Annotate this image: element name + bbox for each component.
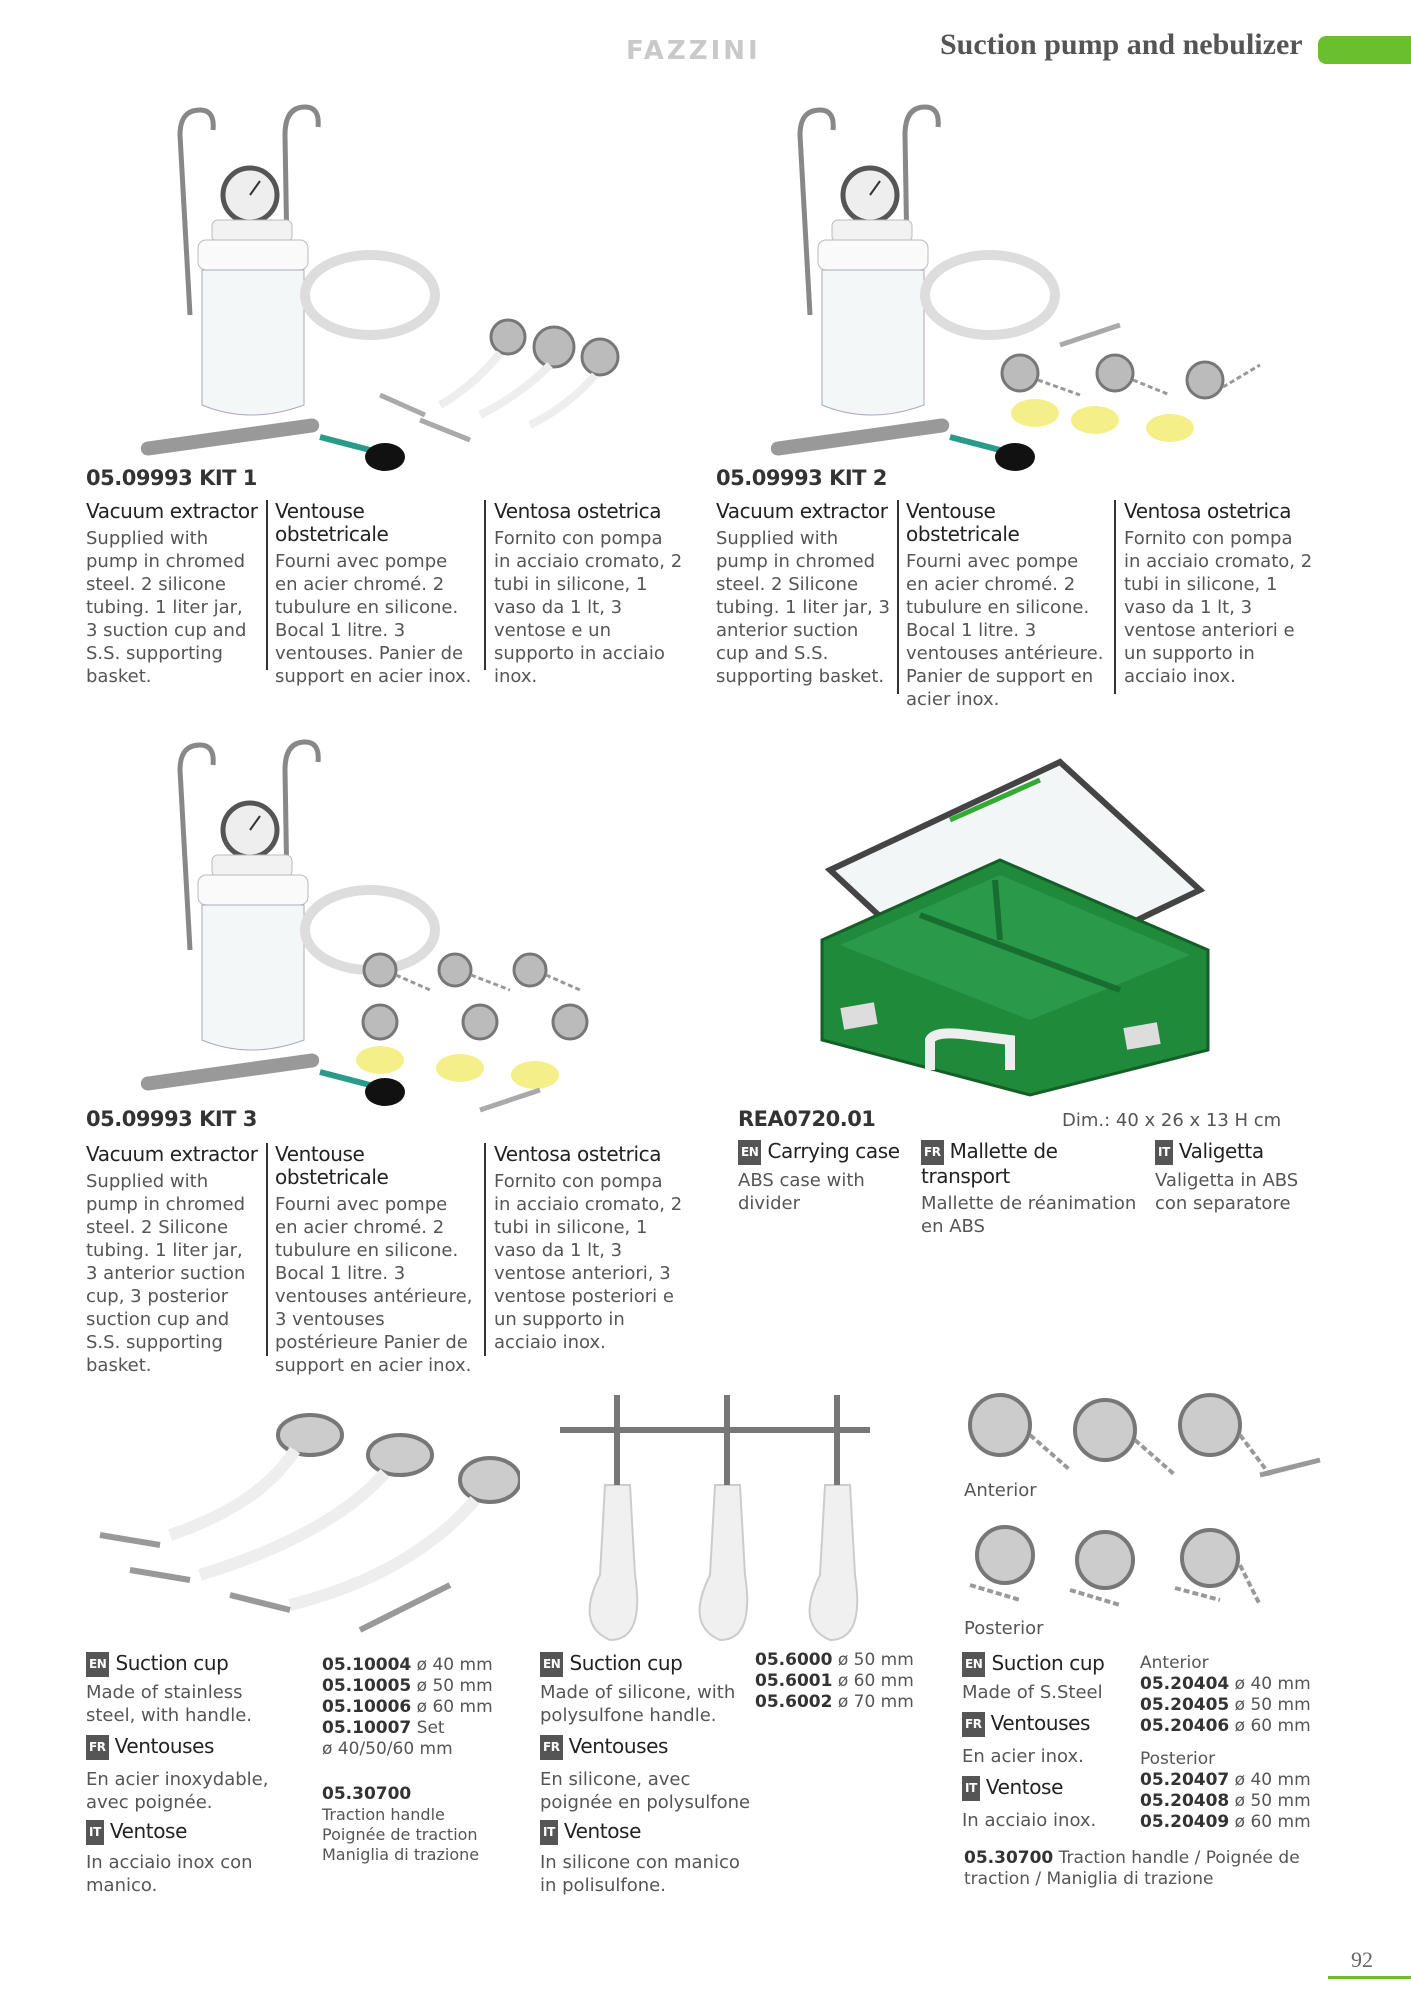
- silicone-en-tag: EN: [540, 1652, 563, 1677]
- code-row: 05.6002 ø 70 mm: [755, 1692, 914, 1712]
- page-number-underline: [1328, 1976, 1411, 1979]
- kit2-code: 05.09993 KIT 2: [716, 466, 887, 490]
- kit3-it-title: Ventosa ostetrica: [494, 1142, 662, 1166]
- kit2-it-text: Fornito con pompa in acciaio cromato, 2 tubi in silicone, 1 vaso da 1 lt, 3 ventose anteriori e un supporto in acciaio inox.: [1124, 528, 1313, 687]
- traction-handle-note: [964, 1848, 1304, 1890]
- case-dimensions: Dim.: 40 x 26 x 13 H cm: [1062, 1110, 1282, 1131]
- case-en-title: Carrying case: [767, 1139, 900, 1163]
- case-it-tag: IT: [1155, 1140, 1173, 1165]
- kit1-en: [86, 500, 258, 688]
- silicone-fr-text: En silicone, avec poignée en polysulfone: [540, 1769, 751, 1813]
- kit1-fr-text: Fourni avec pompe en acier chromé. 2 tubulure en silicone. Bocal 1 litre. 3 ventouses. Panier de support en acier inox.: [275, 551, 472, 687]
- kit2-fr-text: Fourni avec pompe en acier chromé. 2 tubulure en silicone. Bocal 1 litre. 3 ventouses antérieure. Panier de support en acier inox.: [906, 551, 1104, 710]
- kit1-fr: [275, 500, 475, 688]
- divider: [1114, 500, 1116, 694]
- kit3-fr-text: Fourni avec pompe en acier chromé. 2 tubulure en silicone. Bocal 1 litre. 3 ventouses antérieure, 3 ventouses postérieure Panier de support en acier inox.: [275, 1194, 473, 1376]
- brand-name: FAZZINI: [626, 36, 761, 66]
- code-row: 05.10006 ø 60 mm: [322, 1697, 493, 1717]
- steel2-it-text: In acciaio inox.: [962, 1810, 1097, 1831]
- handle-line: Traction handle: [322, 1805, 445, 1824]
- case-image: [800, 750, 1230, 1110]
- kit2-en: [716, 500, 892, 688]
- kit2-image: [760, 95, 1320, 485]
- code-row: 05.20407 ø 40 mm: [1140, 1770, 1311, 1790]
- set-sizes: ø 40/50/60 mm: [322, 1739, 453, 1759]
- page-number: 92: [1351, 1947, 1373, 1972]
- steel2-en-title: Suction cup: [991, 1651, 1105, 1675]
- section-title: Suction pump and nebulizer: [940, 28, 1303, 61]
- kit3-fr-title: Ventouse obstetricale: [275, 1142, 389, 1189]
- steel2-it-tag: IT: [962, 1776, 980, 1801]
- steel-it-tag: IT: [86, 1820, 104, 1845]
- kit3-en-title: Vacuum extractor: [86, 1142, 258, 1166]
- case-code: REA0720.01: [738, 1107, 876, 1131]
- code-row: 05.20406 ø 60 mm: [1140, 1716, 1311, 1736]
- steel-cup2-codes: [1140, 1653, 1320, 1833]
- steel-fr-title: Ventouses: [114, 1734, 215, 1758]
- case-en-tag: EN: [738, 1140, 761, 1165]
- kit2-fr-title: Ventouse obstetricale: [906, 499, 1020, 546]
- case-it-title: Valigetta: [1178, 1139, 1264, 1163]
- kit3-en-text: Supplied with pump in chromed steel. 2 Silicone tubing. 1 liter jar, 3 anterior suction cup, 3 posterior suction cup and S.S. supporting basket.: [86, 1171, 246, 1376]
- steel-en-title: Suction cup: [115, 1651, 229, 1675]
- kit3-fr: [275, 1143, 475, 1377]
- steel-it-text: In acciaio inox con manico.: [86, 1852, 253, 1896]
- steel-cup-image: [90, 1395, 520, 1645]
- silicone-en-title: Suction cup: [569, 1651, 683, 1675]
- kit3-code: 05.09993 KIT 3: [86, 1107, 257, 1131]
- posterior-label: Posterior: [964, 1618, 1044, 1639]
- divider: [266, 500, 268, 670]
- case-en: [738, 1140, 910, 1215]
- divider: [484, 1143, 486, 1356]
- anterior-head: Anterior: [1140, 1653, 1209, 1673]
- code-row: 05.10004 ø 40 mm: [322, 1655, 493, 1675]
- steel2-fr-title: Ventouses: [990, 1711, 1091, 1735]
- case-fr: [921, 1140, 1149, 1238]
- steel-fr-tag: FR: [86, 1735, 109, 1760]
- steel-it-title: Ventose: [109, 1819, 187, 1843]
- silicone-fr-tag: FR: [540, 1735, 563, 1760]
- steel2-en-text: Made of S.Steel: [962, 1682, 1103, 1703]
- kit1-en-text: Supplied with pump in chromed steel. 2 silicone tubing. 1 liter jar, 3 suction cup and S.S. supporting basket.: [86, 528, 247, 687]
- section-tab-marker: [1318, 36, 1411, 64]
- steel-fr-text: En acier inoxydable, avec poignée.: [86, 1769, 269, 1813]
- silicone-it-title: Ventose: [563, 1819, 641, 1843]
- silicone-fr-title: Ventouses: [568, 1734, 669, 1758]
- kit1-it-text: Fornito con pompa in acciaio cromato, 2 tubi in silicone, 1 vaso da 1 lt, 3 ventose e un supporto in acciaio inox.: [494, 528, 683, 687]
- handle-text: Traction handle / Poignée de traction / Maniglia di trazione: [964, 1848, 1300, 1889]
- handle-code: 05.30700: [964, 1848, 1054, 1868]
- code-row: 05.10005 ø 50 mm: [322, 1676, 493, 1696]
- steel-en-text: Made of stainless steel, with handle.: [86, 1682, 253, 1726]
- steel2-fr-tag: FR: [962, 1712, 985, 1737]
- silicone-cup-text: [540, 1652, 755, 1897]
- posterior-cups-image: [960, 1520, 1280, 1620]
- case-it: [1155, 1140, 1315, 1215]
- anterior-label: Anterior: [964, 1480, 1037, 1501]
- silicone-cup-image: [550, 1395, 880, 1645]
- handle-line: Poignée de traction: [322, 1825, 478, 1844]
- steel-cup-codes: [322, 1655, 502, 1865]
- kit1-it-title: Ventosa ostetrica: [494, 499, 662, 523]
- case-en-text: ABS case with divider: [738, 1170, 865, 1214]
- kit1-code: 05.09993 KIT 1: [86, 466, 257, 490]
- divider: [897, 500, 899, 694]
- steel2-fr-text: En acier inox.: [962, 1746, 1084, 1767]
- kit2-it: [1124, 500, 1314, 688]
- kit2-fr: [906, 500, 1106, 711]
- case-it-text: Valigetta in ABS con separatore: [1155, 1170, 1299, 1214]
- kit1-it: [494, 500, 684, 688]
- kit3-image: [80, 730, 640, 1120]
- kit2-en-title: Vacuum extractor: [716, 499, 888, 523]
- silicone-it-tag: IT: [540, 1820, 558, 1845]
- case-fr-title: Mallette de transport: [921, 1139, 1058, 1188]
- case-fr-text: Mallette de réanimation en ABS: [921, 1193, 1137, 1237]
- kit3-it: [494, 1143, 684, 1354]
- kit2-it-title: Ventosa ostetrica: [1124, 499, 1292, 523]
- kit2-en-text: Supplied with pump in chromed steel. 2 Silicone tubing. 1 liter jar, 3 anterior suction cup and S.S. supporting basket.: [716, 528, 890, 687]
- kit1-fr-title: Ventouse obstetricale: [275, 499, 389, 546]
- code-row: 05.10007 Set: [322, 1718, 445, 1738]
- steel-cup-text: [86, 1652, 296, 1897]
- silicone-cup-codes: [755, 1650, 925, 1713]
- handle-line: Maniglia di trazione: [322, 1845, 480, 1864]
- steel2-en-tag: EN: [962, 1652, 985, 1677]
- divider: [484, 500, 486, 670]
- kit1-image: [80, 95, 620, 485]
- code-row: 05.20405 ø 50 mm: [1140, 1695, 1311, 1715]
- steel2-it-title: Ventose: [985, 1775, 1063, 1799]
- code-row: 05.6000 ø 50 mm: [755, 1650, 914, 1670]
- code-row: 05.20409 ø 60 mm: [1140, 1812, 1311, 1832]
- kit3-it-text: Fornito con pompa in acciaio cromato, 2 tubi in silicone, 1 vaso da 1 lt, 3 ventose anteriori, 3 ventose posteriori e un supporto in acciaio inox.: [494, 1171, 683, 1353]
- steel-cup2-text: [962, 1652, 1132, 1832]
- code-row: 05.20404 ø 40 mm: [1140, 1674, 1311, 1694]
- silicone-it-text: In silicone con manico in polisulfone.: [540, 1852, 740, 1896]
- code-row: 05.20408 ø 50 mm: [1140, 1791, 1311, 1811]
- code-row: 05.6001 ø 60 mm: [755, 1671, 914, 1691]
- divider: [266, 1143, 268, 1356]
- kit1-en-title: Vacuum extractor: [86, 499, 258, 523]
- silicone-en-text: Made of silicone, with polysulfone handle.: [540, 1682, 736, 1726]
- handle-code: 05.30700: [322, 1784, 412, 1804]
- steel-en-tag: EN: [86, 1652, 109, 1677]
- posterior-head: Posterior: [1140, 1749, 1216, 1769]
- kit3-en: [86, 1143, 258, 1377]
- case-fr-tag: FR: [921, 1140, 944, 1165]
- anterior-cups-image: [960, 1385, 1330, 1495]
